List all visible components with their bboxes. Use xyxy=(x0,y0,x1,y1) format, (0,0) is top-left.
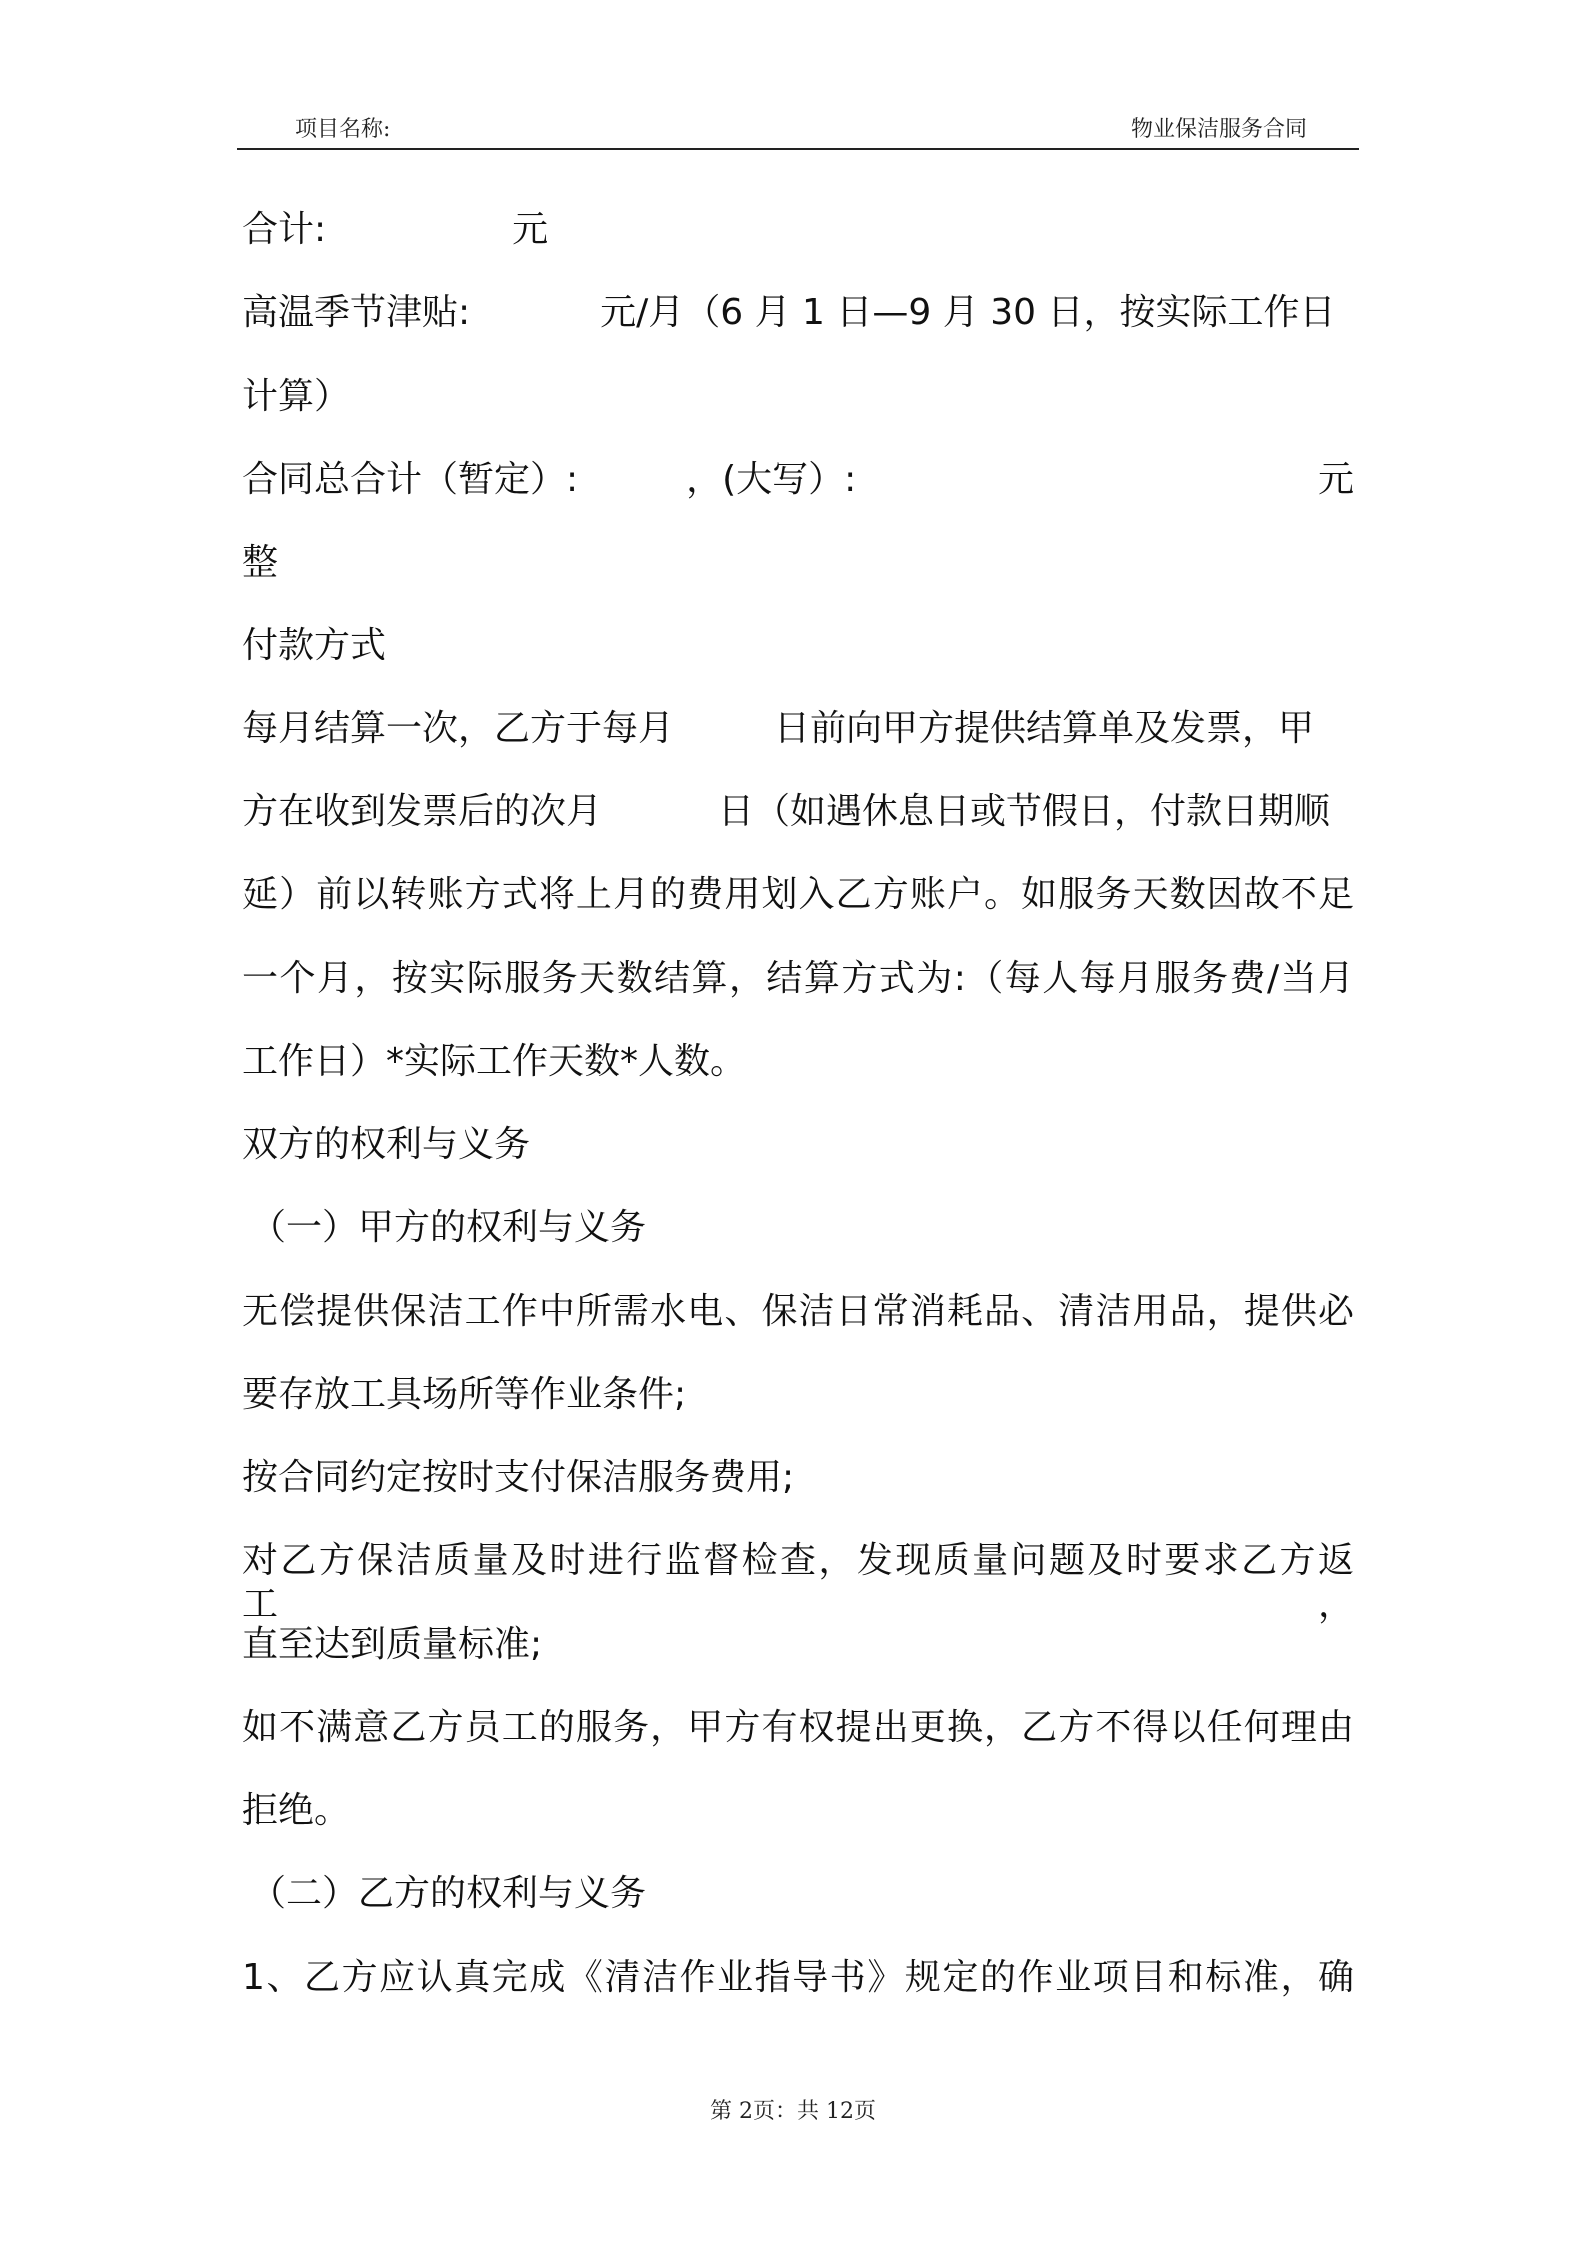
total-label: 合计: xyxy=(242,209,327,250)
contract-total-line xyxy=(242,458,1354,502)
contract-total-capital-label: ，(大写）: xyxy=(686,459,857,500)
page-footer xyxy=(0,2094,1586,2125)
payment-line-1-end: 日前向甲方提供结算单及发票，甲 xyxy=(774,708,1315,749)
payment-line-2-start: 方在收到发票后的次月 xyxy=(242,791,603,832)
allowance-line xyxy=(242,291,1335,335)
contract-total-continuation: 整 xyxy=(242,542,279,583)
party-a-item-3-line-2: 直至达到质量标准; xyxy=(242,1624,543,1665)
party-b-heading: （二）乙方的权利与义务 xyxy=(250,1873,647,1914)
project-name-label: 项目名称: xyxy=(295,117,391,142)
payment-line-1 xyxy=(242,707,1314,751)
party-b-item-1-line-1: 1、乙方应认真完成《清洁作业指导书》规定的作业项目和标准，确 xyxy=(242,1957,1354,1998)
party-a-item-3-line-1: 对乙方保洁质量及时进行监督检查，发现质量问题及时要求乙方返工， xyxy=(242,1540,1354,1625)
payment-line-4: 一个月，按实际服务天数结算，结算方式为:（每人每月服务费/当月 xyxy=(242,958,1354,999)
page-number: 第 2页：共 12页 xyxy=(710,2099,876,2124)
payment-line-2 xyxy=(242,790,1330,834)
party-a-item-1-line-2: 要存放工具场所等作业条件; xyxy=(242,1374,687,1415)
allowance-detail: 元/月（6 月 1 日—9 月 30 日，按实际工作日 xyxy=(600,292,1336,333)
party-a-item-4-line-1: 如不满意乙方员工的服务，甲方有权提出更换，乙方不得以任何理由 xyxy=(242,1707,1354,1748)
party-a-item-2: 按合同约定按时支付保洁服务费用; xyxy=(242,1457,795,1498)
total-unit: 元 xyxy=(512,209,549,250)
party-a-item-4-line-2: 拒绝。 xyxy=(242,1790,351,1831)
party-a-item-1-line-1: 无偿提供保洁工作中所需水电、保洁日常消耗品、清洁用品，提供必 xyxy=(242,1291,1354,1332)
payment-line-3: 延）前以转账方式将上月的费用划入乙方账户。如服务天数因故不足 xyxy=(242,874,1354,915)
page-header xyxy=(237,0,1359,150)
contract-total-unit: 元 xyxy=(1317,459,1354,500)
payment-line-2-end: 日（如遇休息日或节假日，付款日期顺 xyxy=(718,791,1331,832)
payment-line-5: 工作日）*实际工作天数*人数。 xyxy=(242,1041,747,1082)
party-a-heading: （一）甲方的权利与义务 xyxy=(250,1207,647,1248)
payment-heading: 付款方式 xyxy=(242,625,387,666)
allowance-continuation: 计算） xyxy=(242,376,351,417)
document-title: 物业保洁服务合同 xyxy=(1130,117,1307,142)
payment-line-1-start: 每月结算一次，乙方于每月 xyxy=(242,708,675,749)
contract-total-label: 合同总合计（暂定）: xyxy=(242,459,579,500)
allowance-label: 高温季节津贴: xyxy=(242,292,471,333)
total-line xyxy=(242,208,548,252)
rights-heading: 双方的权利与义务 xyxy=(242,1124,531,1165)
